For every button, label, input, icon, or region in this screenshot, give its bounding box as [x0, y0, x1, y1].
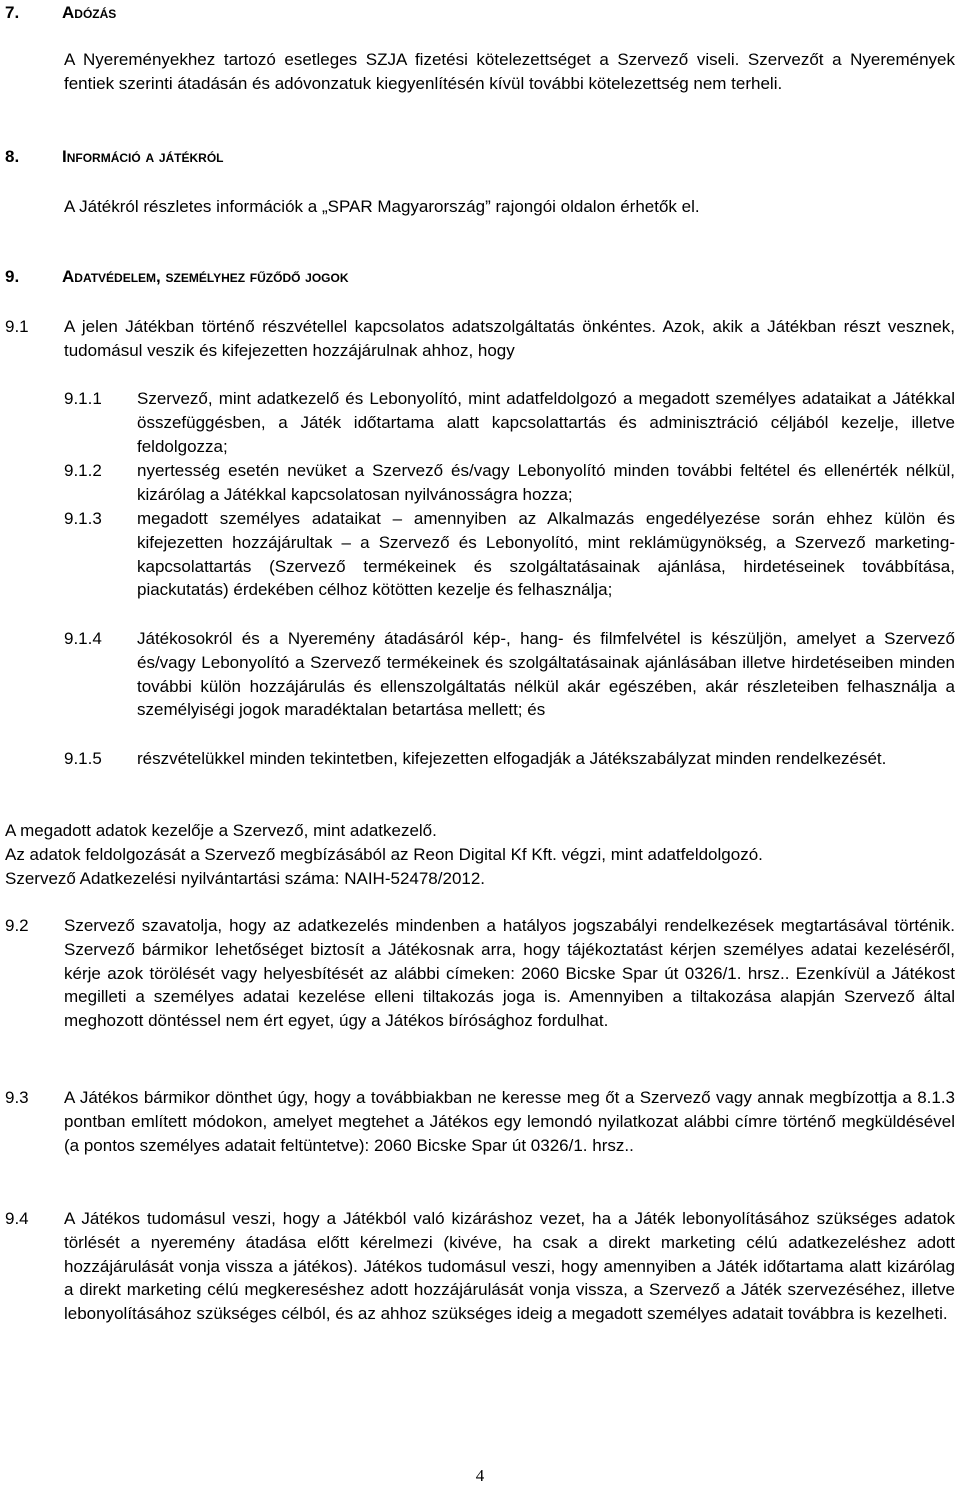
section-8-number: 8.: [5, 147, 20, 166]
subitem-text: megadott személyes adataikat – amennyiben az Alkalmazás engedélyezése során ehhez külön és kifejezetten hozzájárultak – a Szervező és Lebonyolító, mint reklámügynökség, a Szervező marketing-kapcsolattartás (Szervező termékeinek és szolgáltatásainak ajánlása, hirdetéseinek továbbítása, piackutatás) érdekében célhoz kötötten kezelje és felhasználja;: [137, 509, 955, 600]
section-7-title: Adózás: [62, 3, 117, 22]
subitem-number: 9.1.1: [64, 389, 102, 408]
subitem-text: Szervező, mint adatkezelő és Lebonyolító, mint adatfeldolgozó a megadott személyes adataikat a Játékkal összefüggésben, a Játék időtartama alatt kapcsolattartás és adminisztráció céljából kezelje, illetve feldolgozza;: [137, 389, 955, 456]
paragraph-9-2-text: Szervező szavatolja, hogy az adatkezelés mindenben a hatályos jogszabályi rendelkezések megtartásával történik. Szervező bármikor lehetőséget biztosít a Játékosnak arra, hogy tájékoztatást kérjen személyes adatai kezeléséről, kérje azok törölését vagy helyesbítését az alábbi címeken: 2060 Bicske Spar út 0326/1. hrsz.. Ezenkívül a Játékost megilleti a személyes adatai kezelése elleni tiltakozás joga is. Amennyiben a tiltakozása alapján Szervező által meghozott döntéssel nem ért egyet, úgy a Játékos bírósághoz fordulhat.: [64, 916, 955, 1031]
subitem-number: 9.1.5: [64, 749, 102, 768]
subitem-text: részvételükkel minden tekintetben, kifejezetten elfogadják a Játékszabályzat minden rendelkezését.: [137, 749, 887, 768]
controller-line: A megadott adatok kezelője a Szervező, mint adatkezelő.: [5, 821, 437, 840]
section-8-heading: [5, 146, 224, 168]
subitem-number: 9.1.3: [64, 509, 102, 528]
section-7-number: 7.: [5, 3, 20, 22]
processor-line: Az adatok feldolgozását a Szervező megbízásából az Reon Digital Kf Kft. végzi, mint adatfeldolgozó.: [5, 845, 763, 864]
paragraph-9-4-text: A Játékos tudomásul veszi, hogy a Játékból való kizáráshoz vezet, ha a Játék lebonyolításához szükséges adatok törlését a nyeremény átadása előtt kérelmezi (kivéve, ha csak a direkt marketing célú adatkezeléshez adott hozzájárulását vonja vissza a játékos). Játékos tudomásul veszi, hogy amennyiben a Játék időtartama alatt kizárólag a direkt marketing célú megkereséshez adott hozzájárulását vonja vissza, a Szervező a Játék szervezéséhez, illetve lebonyolításához szükséges célból, és az ahhoz szükséges ideig a megadott személyes adatait továbbra is kezelheti.: [64, 1209, 955, 1324]
registry-number-line: Szervező Adatkezelési nyilvántartási száma: NAIH-52478/2012.: [5, 869, 486, 888]
subitem-text: Játékosokról és a Nyeremény átadásáról kép-, hang- és filmfelvétel is készüljön, amelyet a Szervező és/vagy Lebonyolító a Szervező termékeinek és szolgáltatásainak ajánlásában illetve hirdetéseiben minden további külön hozzájárulás és ellenszolgáltatás nélkül akár egészében, akár részleteiben felhasználja a személyiségi jogok maradéktalan betartása mellett; és: [137, 629, 955, 720]
paragraph-9-3-number: 9.3: [5, 1088, 29, 1107]
section-8-title: Információ a játékról: [62, 147, 224, 166]
paragraph-9-1-number: 9.1: [5, 317, 29, 336]
paragraph-9-2-number: 9.2: [5, 916, 29, 935]
paragraph-9-4-number: 9.4: [5, 1209, 29, 1228]
paragraph-9-3-text: A Játékos bármikor dönthet úgy, hogy a továbbiakban ne keresse meg őt a Szervező vagy annak megbízottja a 8.1.3 pontban említett módokon, amelyet megtehet a Játékos egy lemondó nyilatkozat alábbi címre történő megküldésével (a pontos személyes adatait feltüntetve): 2060 Bicske Spar út 0326/1. hrsz..: [64, 1088, 955, 1155]
section-7-body: A Nyereményekhez tartozó esetleges SZJA fizetési kötelezettséget a Szervező viseli. Szervezőt a Nyeremények fentiek szerinti átadásán és adóvonzatuk kiegyenlítésén kívül további kötelezettség nem terheli.: [64, 50, 955, 93]
section-8-body: A Játékról részletes információk a „SPAR Magyarország” rajongói oldalon érhetők el.: [64, 197, 700, 216]
subitem-number: 9.1.2: [64, 461, 102, 480]
section-7-heading: [5, 2, 116, 24]
subitem-text: nyertesség esetén nevüket a Szervező és/vagy Lebonyolító minden további feltétel és ellenérték nélkül, kizárólag a Játékkal kapcsolatosan nyilvánosságra hozza;: [137, 461, 955, 504]
section-9-title: Adatvédelem, személyhez fűződő jogok: [62, 267, 349, 286]
paragraph-9-1-text: A jelen Játékban történő részvétellel kapcsolatos adatszolgáltatás önkéntes. Azok, akik a Játékban részt vesznek, tudomásul veszik és kifejezetten hozzájárulnak ahhoz, hogy: [64, 317, 955, 360]
section-9-heading: [5, 266, 349, 288]
subitem-number: 9.1.4: [64, 629, 102, 648]
section-9-number: 9.: [5, 267, 20, 286]
page-number: 4: [475, 1466, 485, 1485]
